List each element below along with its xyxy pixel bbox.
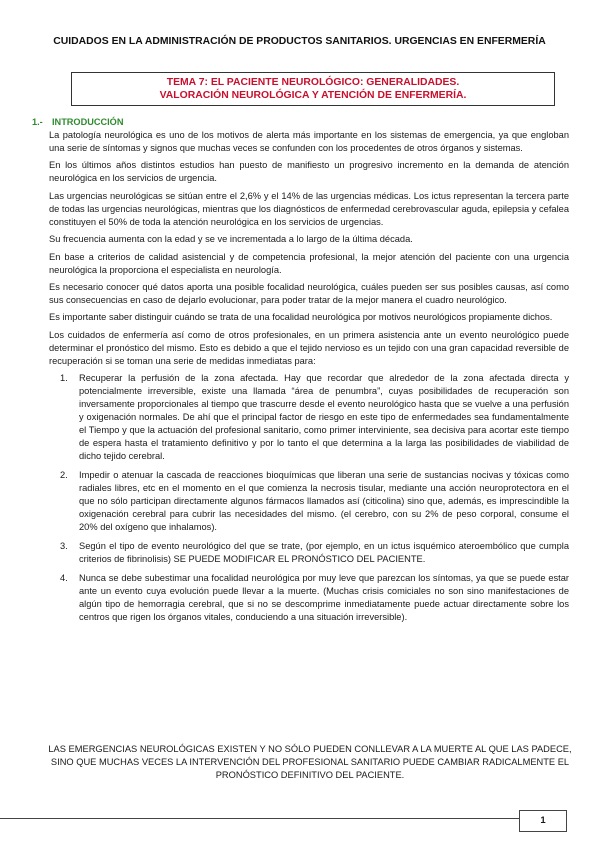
section-number: 1.- xyxy=(32,117,43,127)
document-header: CUIDADOS EN LA ADMINISTRACIÓN DE PRODUCTOS SANITARIOS. URGENCIAS EN ENFERMERÍA xyxy=(53,36,546,47)
measures-list xyxy=(49,372,569,624)
paragraph: Su frecuencia aumenta con la edad y se ve incrementada a lo largo de la última década. xyxy=(49,234,413,245)
paragraph: En base a criterios de calidad asistencial y de competencia profesional, la mejor atención del paciente con una urgencia neurológica la proporciona el especialista en neurología. xyxy=(49,251,569,275)
paragraph: Es importante saber distinguir cuándo se trata de una focalidad neurológica por motivos neurológicos propiamente dichos. xyxy=(49,312,553,323)
list-item xyxy=(49,540,569,566)
topic-title-box xyxy=(71,72,555,106)
topic-title-line-1: TEMA 7: EL PACIENTE NEUROLÓGICO: GENERALIDADES. xyxy=(166,77,460,88)
paragraph: Los cuidados de enfermería así como de otros profesionales, en un primera asistencia ante un evento neurológico puede determinar el pronóstico del mismo. Esto es debido a que el tejido nervioso es un tejido con una gran capacidad reversible de recuperación si se toman una serie de medidas inmediatas para: xyxy=(49,329,569,366)
list-item-text: Nunca se debe subestimar una focalidad neurológica por muy leve que parezcan los síntomas, ya que se puede estar ante un evento cuya evolución puede llevar a la muerte. (Muchas crisis comiciales no son sino manifestaciones de algún tipo de hemorragia cerebral, que si no se descomprime inmediatamente puede actuar directamente sobre los centros que rigen los órganos vitales, conduciendo a una situación irreversible). xyxy=(79,573,569,623)
list-item-number: 1. xyxy=(60,373,68,384)
section-title: INTRODUCCIÓN xyxy=(52,117,124,127)
list-item xyxy=(49,572,569,624)
list-item-text: Según el tipo de evento neurológico del que se trate, (por ejemplo, en un ictus isquémico ateroembólico que cumpla criterios de fibrinolisis) SE PUEDE MODIFICAR EL PRONÓSTICO DEL PACIENTE. xyxy=(79,541,569,565)
list-item-text: Impedir o atenuar la cascada de reacciones bioquímicas que liberan una serie de sustancias nocivas y tóxicas como radiales libres, etc en el momento en el que comienza la necrosis tisular, mediante una acción neuroprotectora en el que no sólo participan directamente algunos fármacos llamados así (citicolina) sino que, además, es imprescindible la oxigenación cerebral para cubrir las necesidades del mismo. (el cerebro, con su 2% de peso corporal, consume el 20% del oxígeno que inhalamos). xyxy=(79,470,569,532)
list-item xyxy=(49,372,569,462)
list-item-number: 3. xyxy=(60,541,68,552)
list-item-text: Recuperar la perfusión de la zona afectada. Hay que recordar que alrededor de la zona afectada directa y potencialmente irreversible, existe una llamada “área de penumbra”, cuyas posibilidades de recuperación son inversamente proporcionales al tiempo que trascurre desde el evento neurológico hasta que se vuelve a una perfusión y oxigenación normales. De ahí que el principal factor de riesgo en este tipo de enfermedades sea fundamentalmente el Tiempo y que la actuación del profesional sanitario, como primer interviniente, sea decisiva para acortar este tiempo de espera hasta el tratamiento definitivo y por lo tanto el que determina a la larga las posibilidades de viabilidad de dicho tejido cerebral. xyxy=(79,373,569,461)
body-content xyxy=(49,129,569,631)
paragraph: Es necesario conocer qué datos aporta una posible focalidad neurológica, cuáles pueden ser sus posibles causas, así como sus consecuencias en caso de dejarlo evolucionar, para poder tratar de la mejor manera el cuadro neurológico. xyxy=(49,282,569,305)
paragraph: La patología neurológica es uno de los motivos de alerta más importante en los sistemas de emergencia, ya que engloban una serie de síntomas y signos que muchas veces se confunden con los procedentes de otros órganos y sistemas. xyxy=(49,130,569,153)
footer-divider xyxy=(0,818,530,819)
paragraph: En los últimos años distintos estudios han puesto de manifiesto un progresivo incremento en la demanda de atención neurológica en los servicios de urgencia. xyxy=(49,160,569,184)
list-item-number: 2. xyxy=(60,470,68,481)
page-number: 1 xyxy=(519,810,567,832)
paragraph: Las urgencias neurológicas se sitúan entre el 2,6% y el 14% de las urgencias médicas. Los ictus representan la tercera parte de todas las urgencias neurológicas, mientras que los diagnósticos de enfermedad cerebrovascular aguda, epilepsia y cefalea constituyen el 50% de toda la atención neurológica en los servicios de urgencias. xyxy=(49,190,569,227)
topic-title-line-2: VALORACIÓN NEUROLÓGICA Y ATENCIÓN DE ENFERMERÍA. xyxy=(159,90,467,101)
list-item-number: 4. xyxy=(60,573,68,584)
closing-statement: LAS EMERGENCIAS NEUROLÓGICAS EXISTEN Y NO SÓLO PUEDEN CONLLEVAR A LA MUERTE AL QUE LAS PADECE, SINO QUE MUCHAS VECES LA INTERVENCIÓN DEL PROFESIONAL SANITARIO PUEDE CAMBIAR RADICALMENTE EL PRONÓSTICO DEFINITIVO DEL PACIENTE. xyxy=(48,744,572,780)
list-item xyxy=(49,469,569,534)
